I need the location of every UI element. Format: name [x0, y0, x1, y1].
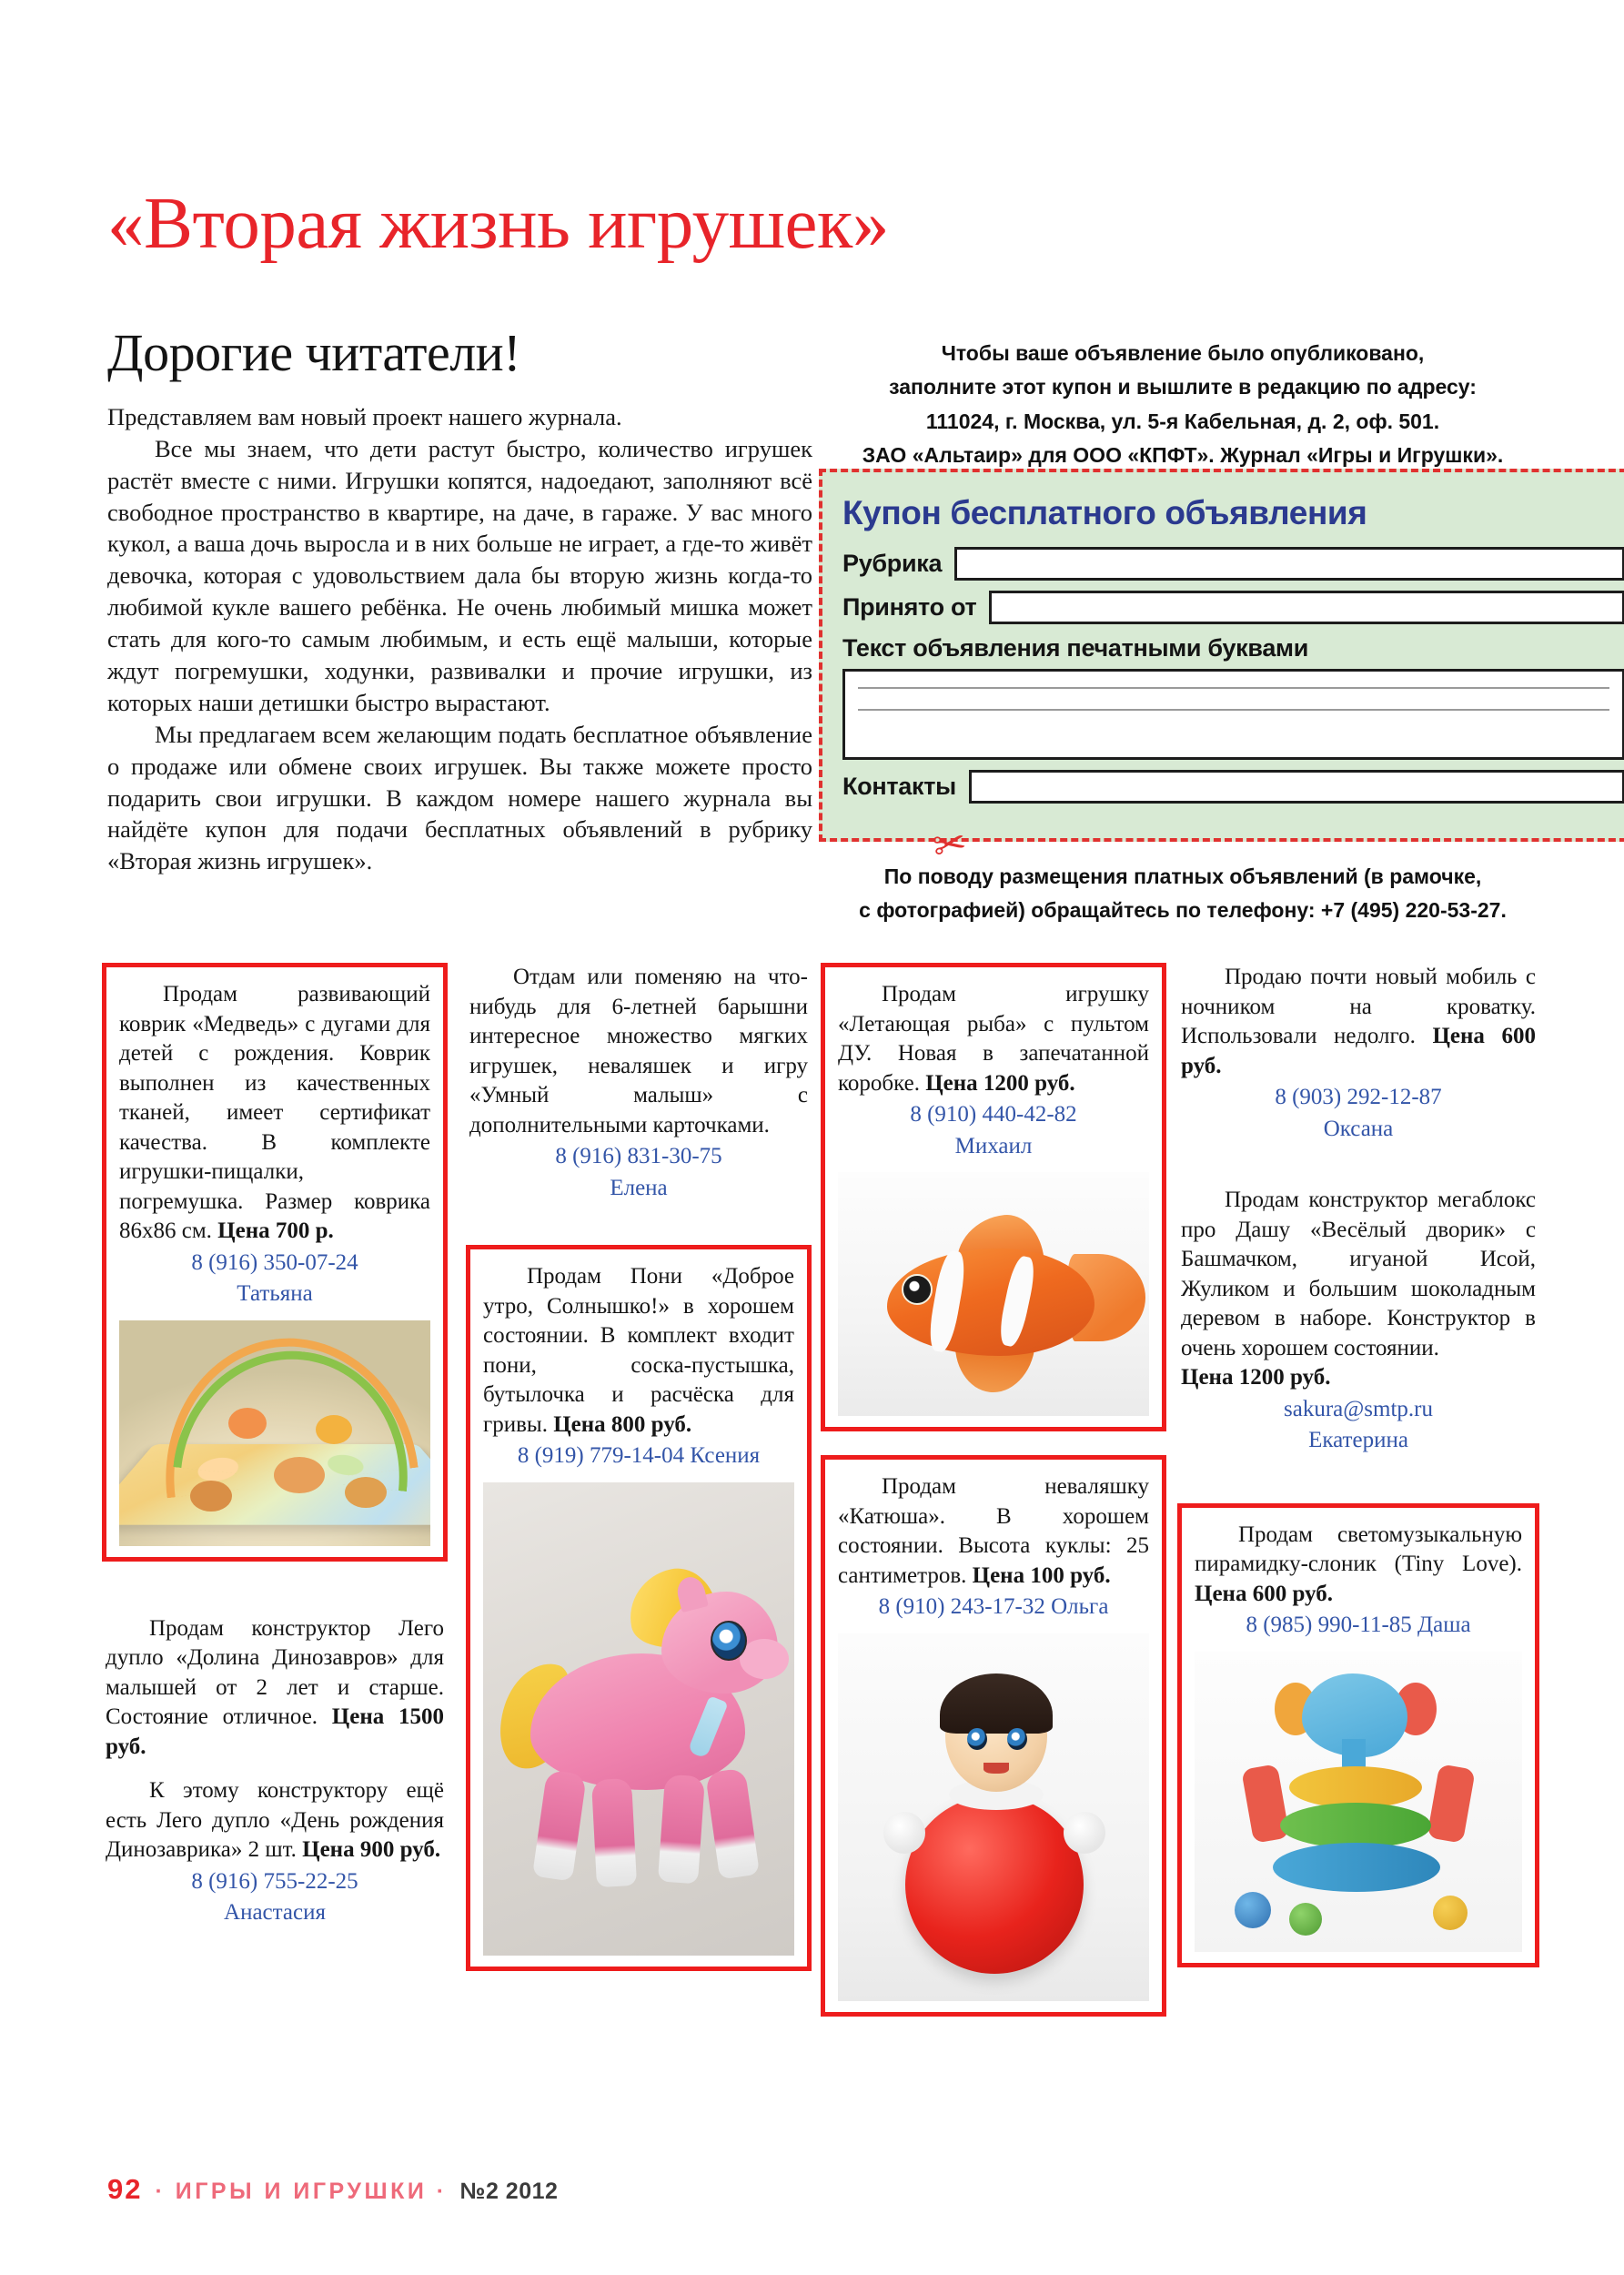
playmat-toy-2 [316, 1415, 352, 1444]
ad-fish-price: Цена 1200 руб. [925, 1070, 1075, 1096]
elephant-pyramid-photo [1195, 1652, 1522, 1952]
ad-mobile-text: Продаю почти новый мобиль с ночником на кроватку. Использовали недолго. [1181, 965, 1536, 1048]
ad-fish-body [838, 980, 1149, 1098]
doll-body-ball [905, 1795, 1084, 1974]
doll-arm-left [883, 1812, 925, 1854]
ad-flying-fish [821, 963, 1166, 1431]
ad-mobile-price: Цена 600 руб. [1181, 1024, 1536, 1078]
ad-pony [466, 1245, 812, 1971]
ad-pony-price: Цена 800 руб. [553, 1411, 692, 1437]
address-line-1: Чтобы ваше объявление было опубликовано, [941, 341, 1425, 365]
scissors-icon: ✂ [929, 820, 971, 870]
intro-heading: Дорогие читатели! [107, 323, 521, 382]
ads-column-4 [1177, 963, 1539, 1991]
ad-soft-toys-name: Елена [610, 1175, 668, 1200]
coupon-field-accepted-from[interactable] [842, 591, 1624, 624]
ad-pony-body [483, 1262, 794, 1440]
ad-soft-toys [466, 963, 812, 1203]
playmat-toy-3 [274, 1457, 325, 1493]
ad-pyramid-text: Продам светомузыкальную пирамидку-слоник (Tiny Love). [1195, 1522, 1522, 1576]
ad-soft-toys-body: Отдам или поменяю на что-нибудь для 6-летней барышни интересное множество мягких игрушек, неваляшек и игру «Умный малыш» с дополнительными карточками. [469, 965, 808, 1138]
ad-megablocks-body: Продам конструктор мегаблокс про Дашу «Весёлый дворик» с Башмачком, игуаной Исой, Жуликом и большим шоколадным деревом в наборе. Конструктор в очень хорошем состоянии. [1181, 1188, 1536, 1360]
ad-pyramid-price: Цена 600 руб. [1195, 1581, 1333, 1606]
page-title: «Вторая жизнь игрушек» [107, 182, 889, 264]
pyramid-ball-1 [1235, 1892, 1271, 1928]
pony-photo [483, 1482, 794, 1956]
playmat-toy-5 [345, 1477, 387, 1508]
ad-playmat-name: Татьяна [237, 1281, 313, 1306]
ad-playmat-phone[interactable]: 8 (916) 350-07-24 [191, 1249, 358, 1275]
pyramid-ball-2 [1289, 1903, 1322, 1936]
doll-eye-left [967, 1728, 987, 1750]
ads-column-3 [821, 963, 1166, 2040]
ad-doll-text: Продам неваляшку «Катюша». В хорошем состоянии. Высота куклы: 25 сантиметров. [838, 1474, 1149, 1588]
ad-playmat-body [119, 980, 430, 1247]
accepted-from-label: Принято от [842, 593, 977, 621]
address-line-4: ЗАО «Альтаир» для ООО «КПФТ». Журнал «Игры и Игрушки». [862, 442, 1504, 467]
ad-doll-body [838, 1472, 1149, 1591]
ad-megablocks-email[interactable]: sakura@smtp.ru [1284, 1396, 1433, 1421]
pyramid-ball-3 [1433, 1896, 1468, 1930]
ad-lego-body-1 [106, 1614, 444, 1763]
intro-paragraph-3: Мы предлагаем всем желающим подать бесплатное объявление о продаже или обмене своих игрушек. Вы также можете просто подарить свои игрушки. В каждом номере нашего журнала вы найдёте купон для подачи бесплатных объявлений в рубрику «Вторая жизнь игрушек». [107, 720, 812, 875]
intro-paragraph-1: Представляем вам новый проект нашего журнала. [107, 402, 622, 430]
ad-lego-text-1: Продам конструктор Лего дупло «Долина Динозавров» для малышей от 2 лет и старше. Состояние отличное. [106, 1615, 444, 1729]
rubric-input[interactable] [954, 547, 1624, 581]
ad-fish-text: Продам игрушку «Летающая рыба» с пультом ДУ. Новая в запечатанной коробке. [838, 982, 1149, 1096]
ad-mobile-body [1181, 963, 1536, 1081]
coupon-title: Купон бесплатного объявления [842, 494, 1367, 531]
ad-text-input[interactable] [842, 669, 1624, 760]
playmat-photo [119, 1320, 430, 1546]
free-ad-coupon[interactable] [819, 469, 1624, 842]
ads-column-1 [102, 963, 448, 1952]
page-number: 92 [107, 2173, 143, 2205]
fish-eye [902, 1274, 933, 1305]
coupon-field-contacts[interactable] [842, 770, 1624, 804]
pony-leg-1 [532, 1769, 587, 1881]
ad-soft-toys-phone[interactable]: 8 (916) 831-30-75 [555, 1144, 722, 1168]
ad-megablocks-price: Цена 1200 руб. [1181, 1365, 1331, 1390]
doll-mouth [983, 1763, 1009, 1774]
rubric-label: Рубрика [842, 550, 943, 577]
ad-lego-text-2: К этому конструктору ещё есть Лего дупло «День рождения Динозаврика» 2 шт. [106, 1778, 444, 1862]
writing-rule-1 [858, 687, 1609, 689]
ad-doll-price: Цена 100 руб. [972, 1562, 1111, 1588]
page-footer [107, 2173, 1527, 2206]
contacts-label: Контакты [842, 773, 956, 800]
pyramid-ring-1 [1289, 1766, 1422, 1808]
address-line-2: заполните этот купон и вышлите в редакцию по адресу: [889, 375, 1477, 399]
accepted-from-input[interactable] [989, 591, 1624, 624]
pony-leg-3 [658, 1774, 705, 1884]
ad-fish-phone[interactable]: 8 (910) 440-42-82 [910, 1102, 1077, 1127]
playmat-toy-1 [228, 1408, 267, 1439]
pony-leg-4 [705, 1767, 760, 1879]
ad-text-label: Текст объявления печатными буквами [842, 634, 1309, 662]
ad-fish-name: Михаил [954, 1133, 1033, 1158]
ad-megablocks-name: Екатерина [1308, 1428, 1408, 1452]
ads-column-2 [466, 963, 812, 1995]
ad-lego-price-1: Цена 1500 руб. [106, 1704, 444, 1759]
classified-ads-grid [102, 963, 1539, 2173]
roly-poly-doll-photo [838, 1633, 1149, 2001]
flying-fish-photo [838, 1172, 1149, 1416]
coupon-field-rubric[interactable] [842, 547, 1624, 581]
ad-crib-mobile [1177, 963, 1539, 1144]
ad-megablocks [1177, 1186, 1539, 1456]
paid-note-line-2: с фотографией) обращайтесь по телефону: +7 (495) 220-53-27. [859, 898, 1507, 923]
ad-pyramid-contact[interactable]: 8 (985) 990-11-85 Даша [1246, 1613, 1471, 1637]
pyramid-ring-2 [1280, 1803, 1431, 1848]
paid-ads-note [823, 860, 1542, 928]
magazine-brand: · ИГРЫ И ИГРУШКИ · [155, 2179, 448, 2204]
paid-note-line-1: По поводу размещения платных объявлений (в рамочке, [883, 864, 1482, 888]
ad-playmat-price: Цена 700 р. [217, 1218, 334, 1243]
playmat-toy-4 [190, 1481, 232, 1512]
address-line-3: 111024, г. Москва, ул. 5-я Кабельная, д. 2, оф. 501. [925, 409, 1440, 433]
doll-eye-right [1007, 1728, 1027, 1750]
ad-playmat-text: Продам развивающий коврик «Медведь» с дугами для детей с рождения. Коврик выполнен из качественных тканей, имеет сертификат качества. В комплекте игрушки-пищалки, погремушка. Размер коврика 86х86 см. [119, 982, 430, 1243]
ad-lego-body-2 [106, 1776, 444, 1866]
ad-lego [102, 1614, 448, 1928]
issue-number: №2 2012 [459, 2179, 559, 2204]
pony-leg-2 [591, 1777, 637, 1886]
doll-arm-right [1064, 1812, 1105, 1854]
doll-hair [940, 1673, 1053, 1734]
pony-eye [711, 1621, 747, 1661]
writing-rule-2 [858, 709, 1609, 711]
pyramid-side-block-right [1427, 1764, 1476, 1844]
ad-lego-name: Анастасия [224, 1900, 326, 1925]
pyramid-ring-3 [1273, 1843, 1440, 1892]
intro-column [107, 323, 812, 877]
ad-doll-contact[interactable]: 8 (910) 243-17-32 Ольга [878, 1594, 1109, 1619]
contacts-input[interactable] [969, 770, 1624, 804]
submission-address-note [823, 337, 1542, 472]
ad-mobile-name: Оксана [1323, 1116, 1394, 1141]
ad-mobile-phone[interactable]: 8 (903) 292-12-87 [1275, 1085, 1442, 1109]
ad-playmat [102, 963, 448, 1562]
ad-roly-poly-doll [821, 1455, 1166, 2017]
ad-pyramid-body [1195, 1521, 1522, 1610]
ad-lego-phone[interactable]: 8 (916) 755-22-25 [191, 1868, 358, 1894]
intro-paragraph-2: Все мы знаем, что дети растут быстро, количество игрушек растёт вместе с ними. Игрушки копятся, надоедают, заполняют всё свободное пространство в квартире, на даче, в гараже. У вас много кукол, а ваша дочь выросла и в них больше не играет, а где-то живёт девочка, которая с удовольствием дала бы вторую жизнь когда-то любимой кукле вашего ребёнка. Не очень любимый мишка может стать для кого-то самым любимым, и есть ещё малыши, которые ждут погремушки, ходунки, развивалки и прочие игрушки, из которых наши детишки быстро вырастают. [107, 434, 812, 716]
pony-muzzle [740, 1639, 789, 1679]
ad-lego-price-2: Цена 900 руб. [302, 1837, 441, 1862]
ad-elephant-pyramid [1177, 1503, 1539, 1967]
ad-pony-text: Продам Пони «Доброе утро, Солнышко!» в хорошем состоянии. В комплект входит пони, соска-пустышка, бутылочка и расчёска для гривы. [483, 1264, 794, 1437]
ad-pony-contact[interactable]: 8 (919) 779-14-04 Ксения [517, 1443, 761, 1468]
